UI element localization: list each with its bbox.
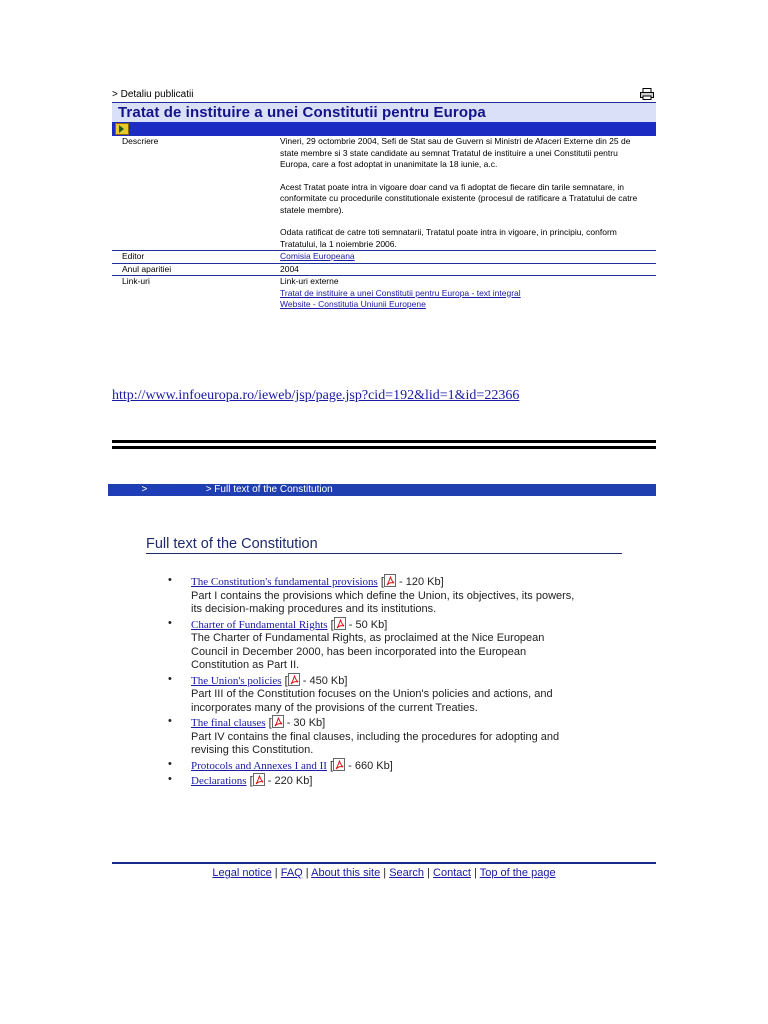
list-item <box>160 673 580 716</box>
list-item <box>160 758 580 774</box>
top-of-page-link[interactable]: Top of the page <box>479 867 556 879</box>
footer-separator: | <box>470 867 480 879</box>
pdf-icon[interactable] <box>272 715 284 728</box>
bullet: • <box>168 616 172 629</box>
description-paragraph: Vineri, 29 octombrie 2004, Sefi de Stat sau de Guvern si Ministri de Afaceri Externe din 25 de state membre si 3 state candidate au semnat Tratatul de instituire a unei Constitutii pentru Europa, care a fost adoptat in unanimitate la 18 iunie, a.c. <box>280 136 631 169</box>
item-description: Part I contains the provisions which define the Union, its objectives, its powers, its decision-making procedures and its institutions. <box>191 589 575 615</box>
footer-separator: | <box>380 867 390 879</box>
editor-link[interactable]: Comisia Europeana <box>280 251 355 261</box>
file-size: - 220 Kb] <box>264 775 313 787</box>
file-size: - 450 Kb] <box>299 674 348 687</box>
description-label: Descriere <box>122 136 159 146</box>
document-link[interactable]: Declarations <box>191 775 247 787</box>
bracket: [ <box>284 674 288 687</box>
year-value: 2004 <box>280 263 299 274</box>
footer-rule <box>112 862 656 864</box>
list-item <box>160 715 580 758</box>
footer <box>112 867 656 879</box>
bullet: • <box>168 672 172 685</box>
breadcrumb <box>108 484 656 496</box>
item-description: The Charter of Fundamental Rights, as proclaimed at the Nice European Council in December 2000, has been incorporated into the European Constitution as Part II. <box>191 632 545 671</box>
legal-notice-link[interactable]: Legal notice <box>212 867 272 879</box>
footer-separator: | <box>302 867 312 879</box>
year-label: Anul aparitiei <box>122 263 172 274</box>
links-heading: Link-uri externe <box>280 276 339 286</box>
publication-detail <box>112 88 656 311</box>
editor-row <box>112 251 656 264</box>
year-row <box>112 264 656 277</box>
about-link[interactable]: About this site <box>311 867 381 879</box>
contact-link[interactable]: Contact <box>433 867 471 879</box>
bracket: [ <box>380 576 384 588</box>
file-size: - 120 Kb] <box>395 576 444 588</box>
footer-separator: | <box>271 867 281 879</box>
item-description: Part IV contains the final clauses, including the procedures for adopting and revising this Constitution. <box>191 730 560 756</box>
full-text-link[interactable]: Tratat de instituire a unei Constitutii pentru Europa - text integral <box>280 287 521 298</box>
pdf-icon[interactable] <box>253 773 265 786</box>
file-size: - 30 Kb] <box>283 717 326 729</box>
bullet: • <box>168 757 172 770</box>
divider <box>112 446 656 449</box>
bullet: • <box>168 773 172 785</box>
description-row <box>112 136 656 251</box>
title-underline <box>146 553 622 554</box>
links-row <box>112 276 656 311</box>
document-link[interactable]: Protocols and Annexes I and II <box>191 759 327 772</box>
breadcrumb-current: > Full text of the Constitution <box>205 484 333 495</box>
list-item <box>160 574 580 617</box>
publication-breadcrumb: > Detaliu publicatii <box>112 89 194 100</box>
document-link[interactable]: The final clauses <box>191 717 266 729</box>
file-size: - 50 Kb] <box>345 618 388 631</box>
list-item <box>160 773 580 789</box>
bracket: [ <box>330 759 334 772</box>
breadcrumb-constitution[interactable]: Constitution <box>150 484 203 495</box>
publication-title: Tratat de instituire a unei Constitutii pentru Europa <box>112 102 656 122</box>
footer-separator: | <box>424 867 434 879</box>
document-link[interactable]: The Union's policies <box>191 674 282 687</box>
printer-icon[interactable] <box>640 88 654 100</box>
file-size: - 660 Kb] <box>345 759 393 772</box>
bullet: • <box>168 715 172 727</box>
publication-bar <box>112 122 656 136</box>
description-paragraph: Acest Tratat poate intra in vigoare doar cand va fi adoptat de fiecare din tarile semnatare, in conformitate cu procedurile constitutionale existente (procesul de ratificare a Tratatului de catre statele membre). <box>280 181 638 215</box>
document-list <box>160 574 580 789</box>
bracket: [ <box>249 775 253 787</box>
description-value <box>280 136 656 250</box>
arrow-icon[interactable] <box>115 123 129 135</box>
bullet: • <box>168 574 172 586</box>
document-link[interactable]: Charter of Fundamental Rights <box>191 618 328 631</box>
document-link[interactable]: The Constitution's fundamental provisions <box>191 576 378 588</box>
breadcrumb-separator: > <box>141 484 148 495</box>
breadcrumb-home[interactable]: Home <box>112 484 139 495</box>
divider <box>112 440 656 443</box>
website-link[interactable]: Website - Constitutia Uniunii Europene <box>280 299 426 309</box>
links-label: Link-uri <box>122 276 150 286</box>
list-item <box>160 617 580 673</box>
item-description: Part III of the Constitution focuses on the Union's policies and actions, and incorporates many of the provisions of the current Treaties. <box>191 688 553 714</box>
pdf-icon[interactable] <box>384 574 396 587</box>
search-link[interactable]: Search <box>389 867 425 879</box>
source-url[interactable]: http://www.infoeuropa.ro/ieweb/jsp/page.jsp?cid=192&lid=1&id=22366 <box>112 388 520 403</box>
faq-link[interactable]: FAQ <box>280 867 303 879</box>
pdf-icon[interactable] <box>333 758 345 771</box>
editor-label: Editor <box>122 251 145 261</box>
page-title: Full text of the Constitution <box>146 536 318 552</box>
pdf-icon[interactable] <box>288 673 300 686</box>
pdf-icon[interactable] <box>334 617 346 630</box>
bracket: [ <box>330 618 334 631</box>
bracket: [ <box>268 717 272 729</box>
description-paragraph: Odata ratificat de catre toti semnatarii, Tratatul poate intra in vigoare, in principiu, conform Tratatului, la 1 noiembrie 2006. <box>280 227 617 249</box>
publication-breadcrumb-row <box>112 88 656 102</box>
